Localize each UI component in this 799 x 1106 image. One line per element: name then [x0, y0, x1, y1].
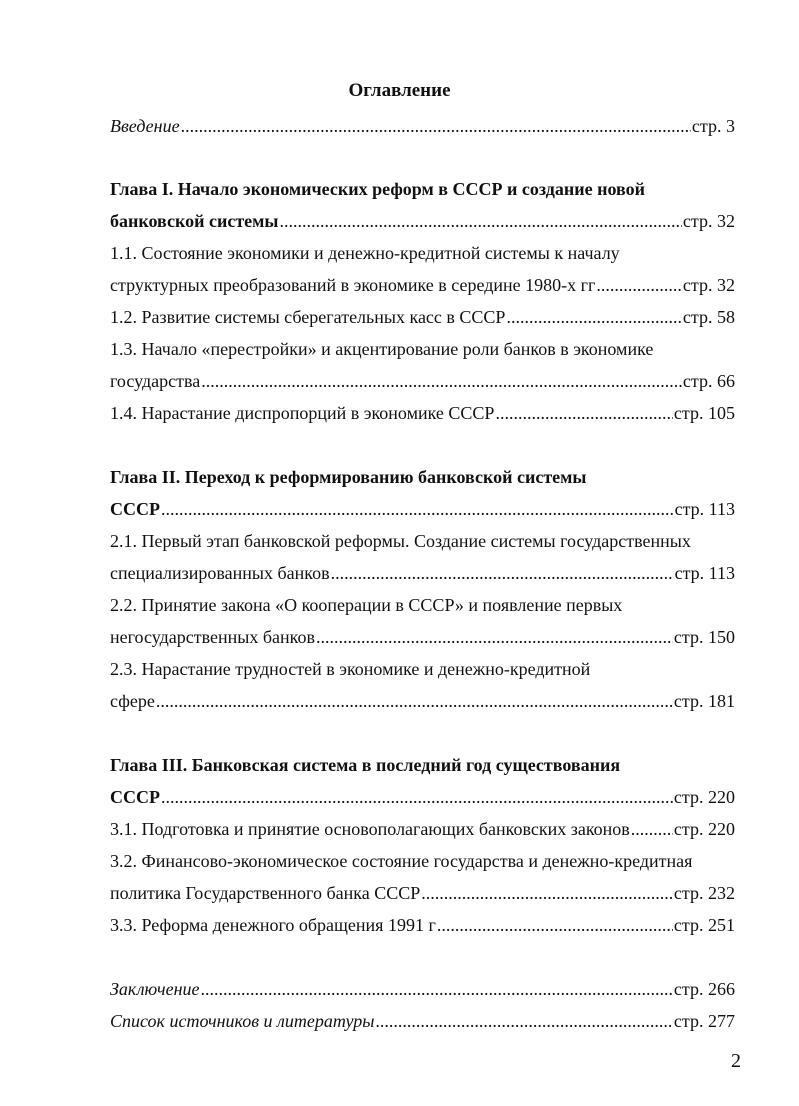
toc-label: СССР: [110, 787, 160, 807]
dot-leader: [156, 689, 673, 713]
toc-label: Список источников и литературы: [110, 1011, 375, 1031]
toc-page: стр. 277: [673, 1011, 735, 1031]
toc-section-2-2[interactable]: 2.2. Принятие закона «О кооперации в СССР» и появление первых: [110, 595, 623, 615]
toc-entry-intro[interactable]: [110, 114, 735, 138]
chapter-2-heading[interactable]: Глава II. Переход к реформированию банковской системы: [110, 467, 587, 487]
toc-section-2-1[interactable]: 2.1. Первый этап банковской реформы. Создание системы государственных: [110, 531, 691, 551]
dot-leader: [495, 401, 672, 425]
toc-page: стр. 266: [673, 979, 735, 999]
toc-section-2-2-cont[interactable]: [110, 625, 735, 649]
toc-page: стр. 105: [673, 403, 735, 423]
dot-leader: [161, 497, 674, 521]
toc-page: стр. 58: [682, 307, 735, 327]
toc-section-2-3[interactable]: 2.3. Нарастание трудностей в экономике и денежно-кредитной: [110, 659, 591, 679]
toc-page: стр. 150: [673, 627, 735, 647]
dot-leader: [375, 1009, 673, 1033]
toc-page: стр. 232: [673, 883, 735, 903]
toc-page: стр. 32: [682, 275, 735, 295]
toc-label: банковской системы: [110, 211, 279, 231]
toc-section-1-3[interactable]: 1.3. Начало «перестройки» и акцентирование роли банков в экономике: [110, 339, 654, 359]
toc-section-3-2[interactable]: 3.2. Финансово-экономическое состояние государства и денежно-кредитная: [110, 851, 693, 871]
toc-section-1-3-cont[interactable]: [110, 369, 735, 393]
toc-page: стр. 113: [674, 499, 735, 519]
toc-section-3-2-cont[interactable]: [110, 881, 735, 905]
toc-section-3-1[interactable]: [110, 817, 735, 841]
toc-label: 1.2. Развитие системы сберегательных касс в СССР: [110, 307, 506, 327]
chapter-2-heading-cont[interactable]: [110, 497, 735, 521]
dot-leader: [280, 209, 682, 233]
toc-label: 3.3. Реформа денежного обращения 1991 г: [110, 915, 436, 935]
chapter-3-heading[interactable]: Глава III. Банковская система в последний год существования: [110, 755, 621, 775]
dot-leader: [631, 817, 673, 841]
dot-leader: [437, 913, 673, 937]
toc-label: СССР: [110, 499, 160, 519]
page-title: Оглавление: [348, 80, 451, 101]
toc-page: стр. 251: [673, 915, 735, 935]
toc-section-1-4[interactable]: [110, 401, 735, 425]
toc-label: политика Государственного банка СССР: [110, 883, 421, 903]
toc-section-1-2[interactable]: [110, 305, 735, 329]
toc-page: стр. 66: [682, 371, 735, 391]
toc-section-2-3-cont[interactable]: [110, 689, 735, 713]
toc-label: 3.1. Подготовка и принятие основополагающих банковских законов: [110, 819, 630, 839]
toc-label: Заключение: [110, 979, 200, 999]
dot-leader: [331, 561, 674, 585]
toc-label: государства: [110, 371, 201, 391]
chapter-1-heading[interactable]: Глава I. Начало экономических реформ в СССР и создание новой: [110, 179, 645, 199]
toc-section-1-1-cont[interactable]: [110, 273, 735, 297]
toc-entry-conclusion[interactable]: [110, 977, 735, 1001]
toc-entry-sources[interactable]: [110, 1009, 735, 1033]
toc-section-1-1[interactable]: 1.1. Состояние экономики и денежно-кредитной системы к началу: [110, 243, 620, 263]
toc-label: негосударственных банков: [110, 627, 315, 647]
dot-leader: [161, 785, 673, 809]
toc-label: сфере: [110, 691, 155, 711]
toc-page: стр. 220: [673, 819, 735, 839]
toc-page: стр. 113: [674, 563, 735, 583]
dot-leader: [201, 369, 682, 393]
toc-page: стр. 3: [691, 116, 735, 136]
toc-page: стр. 220: [673, 787, 735, 807]
dot-leader: [506, 305, 681, 329]
dot-leader: [316, 625, 673, 649]
dot-leader: [181, 114, 691, 138]
toc-section-3-3[interactable]: [110, 913, 735, 937]
dot-leader: [421, 881, 673, 905]
dot-leader: [201, 977, 673, 1001]
toc-page: стр. 181: [673, 691, 735, 711]
toc-label: структурных преобразований в экономике в середине 1980-х гг: [110, 275, 596, 295]
chapter-3-heading-cont[interactable]: [110, 785, 735, 809]
toc-label: Введение: [110, 116, 180, 136]
toc-section-2-1-cont[interactable]: [110, 561, 735, 585]
toc-page: стр. 32: [682, 211, 735, 231]
toc-label: специализированных банков: [110, 563, 330, 583]
dot-leader: [596, 273, 682, 297]
chapter-1-heading-cont[interactable]: [110, 209, 735, 233]
page-number: 2: [731, 1050, 741, 1072]
toc-label: 1.4. Нарастание диспропорций в экономике СССР: [110, 403, 495, 423]
